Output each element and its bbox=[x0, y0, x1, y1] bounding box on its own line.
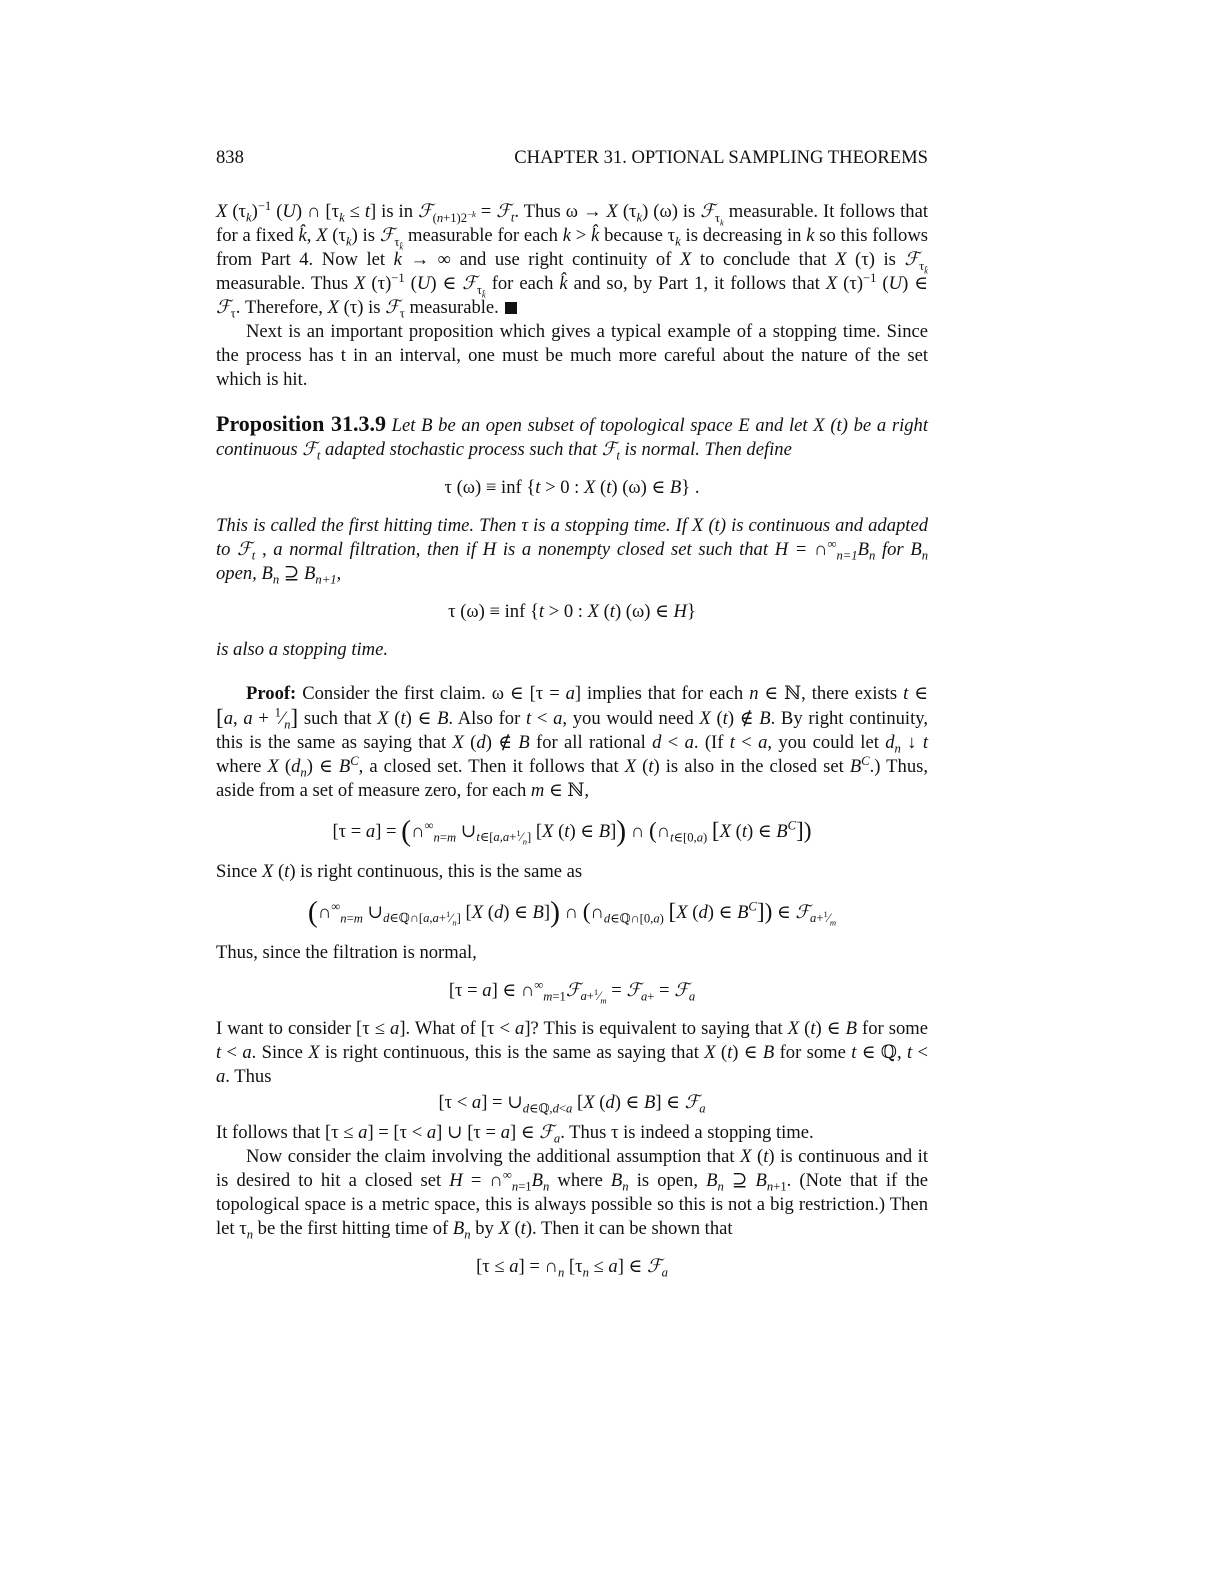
proposition-label: Proposition 31.3.9 bbox=[216, 411, 386, 436]
proof-paragraph-4: Now consider the claim involving the additional assumption that X (t) is continuous and it is desired to hit a closed set $H = \cap^\infty_{n=1}B_n$ where $B_n$ is open, $B_n$ ⊇ $B_{n+1}$. (Note that if the topological space is a metric space, this is always possible so this is not a big restriction.) Then let $\tau_n$ be the first hitting time of $B_n$ by X (t). Then it can be shown that bbox=[216, 1145, 929, 1242]
intro-paragraph: Next is an important proposition which gives a typical example of a stopping time. Since the process has t in an interval, one must be much more careful about the nature of the set which is hit. bbox=[216, 321, 928, 390]
proof-paragraph-3: It follows that [τ ≤ a] = [τ < a] ∪ [τ = a] ∈ ℱ$_a$. Thus τ is indeed a stopping time. bbox=[216, 1121, 814, 1146]
proposition-continued: This is called the first hitting time. Then τ is a stopping time. If X (t) is continuous and adapted to ℱ$_t$ , a normal filtration, then if H is a nonempty closed set such that $H = \cap^\infty_{n=1}B_n$ for $B_n$ open, $B_n$ ⊇ $B_{n+1}$, bbox=[216, 515, 929, 587]
equation-hitting-closed: τ (ω) ≡ inf {t > 0 : X (t) (ω) ∈ H} bbox=[448, 601, 696, 622]
equation-tau-less-a: $[\tau < a] = \cup_{d\in ℚ,d<a}$ [X (d) ∈ B] ∈ ℱ$_a$ bbox=[438, 1091, 706, 1116]
equation-first-hitting: τ (ω) ≡ inf {t > 0 : X (t) (ω) ∈ B} . bbox=[444, 477, 700, 498]
page-header bbox=[216, 146, 928, 174]
continued-proof-text: X $(\tau_k)^{-1}$ (U) ∩ $[\tau_k \le t]$ is in ℱ$_{(n+1)2^{-k}}$ = ℱ$_t$. Thus ω → X $(\tau_k)$ (ω) is ℱ$_{\tau_k}$ measurable. It follows that for a fixed k̂, X $(\tau_k)$ is ℱ$_{\tau_{k̂}}$ measurable for each k > k̂ because $\tau_k$ is decreasing in k so this follows from Part 4. Now let k → ∞ and use right continuity of X to conclude that X (τ) is ℱ$_{\tau_{k̂}}$ measurable. Thus X $(\tau)^{-1}$ (U) ∈ ℱ$_{\tau_{k̂}}$ for each k̂ and so, by Part 1, it follows that X $(\tau)^{-1}$ (U) ∈ ℱ$_\tau$. Therefore, X (τ) is ℱ$_\tau$ measurable. bbox=[216, 198, 928, 321]
qed-square-icon bbox=[505, 302, 517, 314]
equation-tau-equals-a: $[\tau = a] = (\cap^\infty_{n=m}$ $\cup_{t\in[a,a+^1⁄_n]}$ [X (t) ∈ B]) ∩ ($\cap_{t\in[0,a)}$ [X (t) ∈ $B^C$]) bbox=[332, 814, 812, 848]
proposition-statement: Proposition 31.3.9 Let B be an open subset of topological space E and let X (t) be a right continuous ℱ$_t$ adapted stochastic process such that ℱ$_t$ is normal. Then define bbox=[216, 411, 929, 463]
proof-text-2: Since X (t) is right continuous, this is the same as bbox=[216, 860, 583, 882]
running-head: CHAPTER 31. OPTIONAL SAMPLING THEOREMS bbox=[514, 147, 928, 168]
proof-paragraph-1: Proof: Consider the first claim. ω ∈ [τ = a] implies that for each n ∈ ℕ, there exists t ∈ [a, $a + ^1⁄_n$] such that X (t) ∈ B. Also for t < a, you would need X (t) ∉ B. By right continuity, this is the same as saying that X (d) ∉ B for all rational d < a. (If t < a, you could let $d_n$ ↓ t where X $(d_n)$ ∈ $B^C$, a closed set. Then it follows that X (t) is also in the closed set $B^C$.) Thus, aside from a set of measure zero, for each m ∈ ℕ, bbox=[216, 683, 929, 801]
page-number: 838 bbox=[216, 147, 244, 168]
proof-paragraph-2: I want to consider [τ ≤ a]. What of [τ < a]? This is equivalent to saying that X (t) ∈ B for some t < a. Since X is right continuous, this is the same as saying that X (t) ∈ B for some t ∈ ℚ, t < a. Thus bbox=[216, 1017, 928, 1087]
proof-label: Proof: bbox=[246, 683, 297, 704]
equation-rational: ($\cap^\infty_{n=m}$ $\cup_{d\in ℚ\cap[a,a+^1⁄_n]}$ [X (d) ∈ B]) ∩ ($\cap_{d\in ℚ\cap[0,a)}$ [X (d) ∈ $B^C$]) ∈ ℱ$_{a+^1⁄_m}$ bbox=[307, 895, 837, 929]
equation-normal-filtration: [τ = a] ∈ $\cap^\infty_{m=1}ℱ_{a+^1⁄_m}$ = ℱ$_{a+}$ = ℱ$_a$ bbox=[448, 977, 696, 1006]
equation-intersection: $[\tau \le a] = \cap_n$ $[\tau_n \le a]$ ∈ ℱ$_a$ bbox=[476, 1255, 668, 1280]
page-body bbox=[216, 140, 928, 1293]
proof-text-3: Thus, since the filtration is normal, bbox=[216, 941, 477, 963]
proposition-end: is also a stopping time. bbox=[216, 639, 389, 660]
